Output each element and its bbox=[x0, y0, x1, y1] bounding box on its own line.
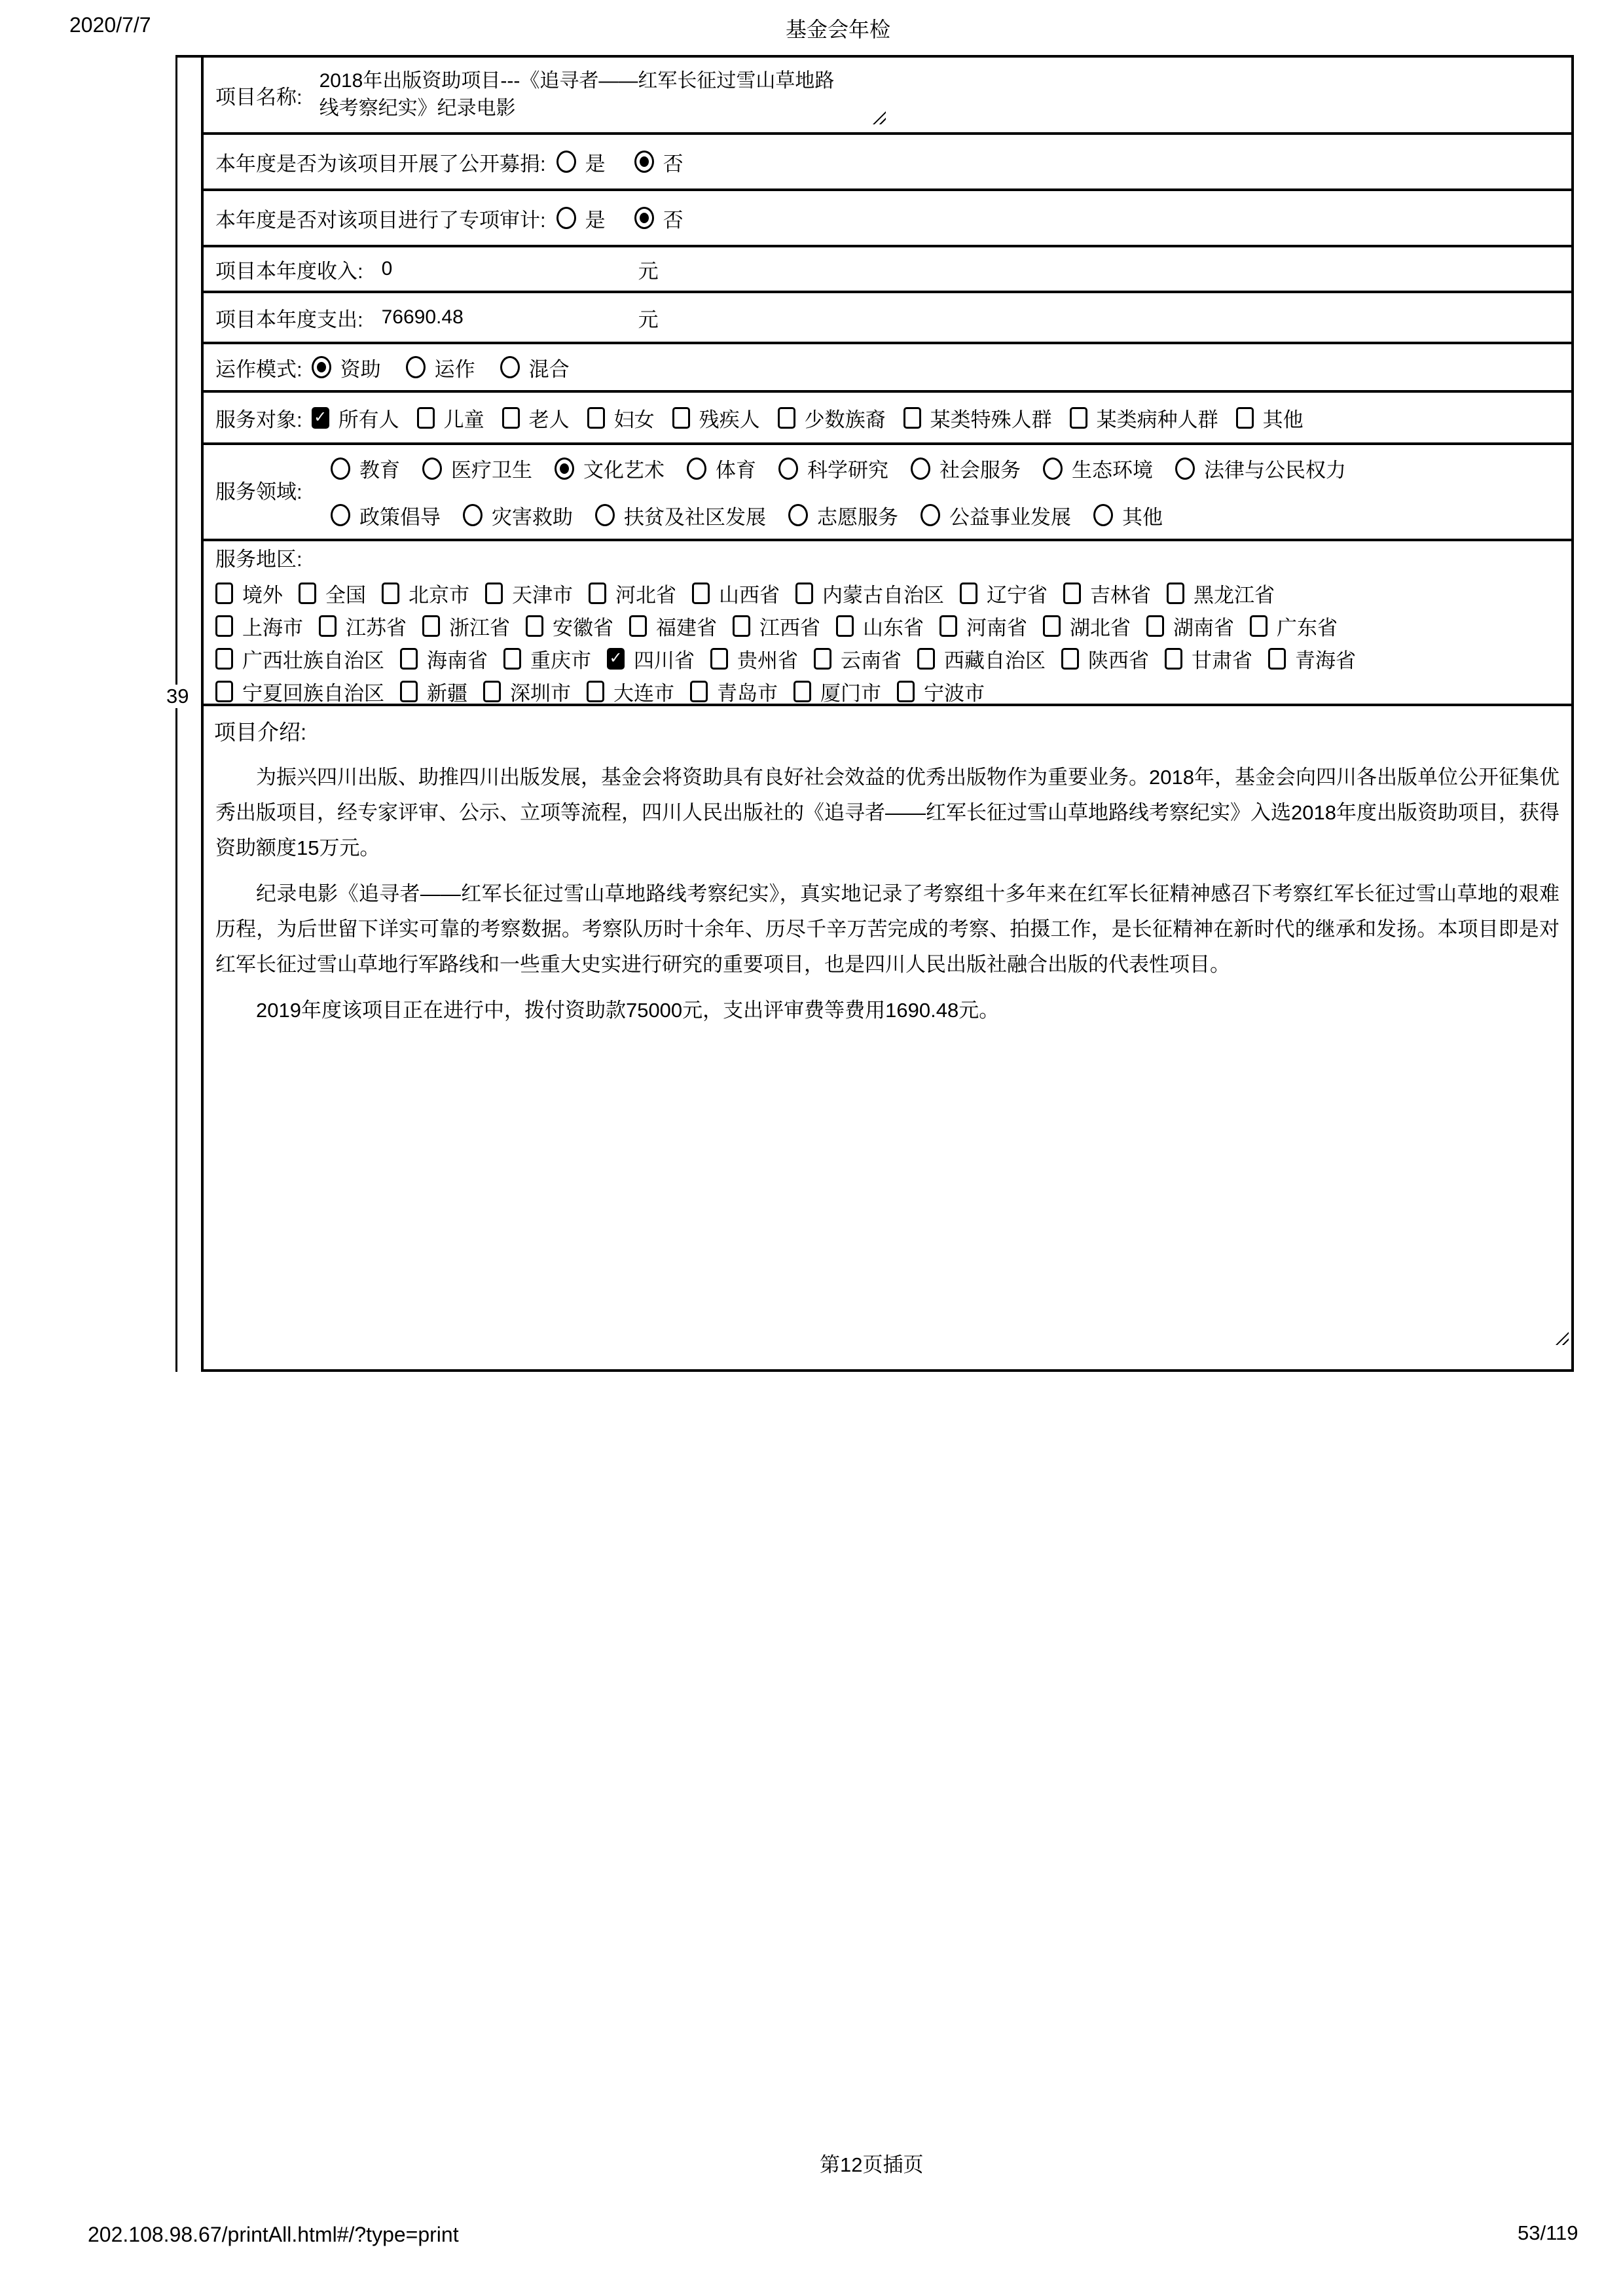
option-label: 山东省 bbox=[863, 616, 924, 639]
checkbox-option[interactable] bbox=[1043, 611, 1131, 641]
radio-option[interactable] bbox=[1093, 501, 1163, 530]
print-footer-page-number: 53/119 bbox=[1518, 2221, 1578, 2244]
checkbox-unchecked-icon[interactable] bbox=[1043, 615, 1061, 637]
option-label: 广东省 bbox=[1277, 616, 1338, 639]
radio-option[interactable] bbox=[1175, 454, 1346, 483]
radio-option[interactable] bbox=[463, 501, 573, 530]
radio-option[interactable] bbox=[556, 147, 606, 177]
option-label: 全国 bbox=[325, 583, 366, 607]
option-label: 辽宁省 bbox=[987, 583, 1048, 607]
checkbox-unchecked-icon[interactable] bbox=[939, 615, 957, 637]
special-audit-label: 本年度是否对该项目进行了专项审计: bbox=[215, 208, 546, 232]
checkbox-option[interactable] bbox=[960, 579, 1048, 608]
option-label: 福建省 bbox=[656, 616, 717, 639]
option-label: 四川省 bbox=[634, 649, 695, 672]
form-frame bbox=[175, 55, 1574, 1372]
option-label: 陕西省 bbox=[1088, 649, 1149, 672]
radio-unchecked-icon[interactable] bbox=[778, 457, 798, 480]
checkbox-option[interactable] bbox=[629, 611, 717, 641]
option-label: 公益事业发展 bbox=[949, 505, 1071, 529]
checkbox-option[interactable] bbox=[589, 579, 676, 608]
radio-option[interactable] bbox=[788, 501, 898, 530]
checkbox-unchecked-icon[interactable] bbox=[1070, 407, 1087, 429]
radio-option[interactable] bbox=[556, 204, 606, 233]
option-label: 江西省 bbox=[759, 616, 820, 639]
checkbox-option[interactable] bbox=[417, 403, 484, 433]
radio-checked-icon[interactable] bbox=[555, 457, 574, 480]
radio-unchecked-icon[interactable] bbox=[911, 457, 930, 480]
checkbox-option[interactable] bbox=[690, 677, 778, 706]
radio-option[interactable] bbox=[422, 454, 532, 483]
service-area-label: 服务地区: bbox=[215, 548, 302, 571]
checkbox-option[interactable] bbox=[793, 677, 881, 706]
checkbox-option[interactable] bbox=[814, 644, 902, 673]
textarea-resize-handle-icon[interactable] bbox=[1556, 1332, 1569, 1345]
service-target-checkbox-group bbox=[312, 403, 1304, 433]
option-label: 云南省 bbox=[841, 649, 902, 672]
option-label: 河南省 bbox=[966, 616, 1027, 639]
radio-option[interactable] bbox=[595, 501, 766, 530]
option-label: 是 bbox=[585, 152, 606, 175]
checkbox-unchecked-icon[interactable] bbox=[836, 615, 854, 637]
radio-unchecked-icon[interactable] bbox=[331, 504, 350, 526]
checkbox-option[interactable] bbox=[1268, 644, 1356, 673]
checkbox-unchecked-icon[interactable] bbox=[629, 615, 647, 637]
checkbox-unchecked-icon[interactable] bbox=[917, 648, 935, 670]
option-label: 政策倡导 bbox=[359, 505, 441, 529]
intro-paragraph: 纪录电影《追寻者——红军长征过雪山草地路线考察纪实》，真实地记录了考察组十多年来在红军长征精神感召下考察红军长征过雪山草地的艰难历程，为后世留下详实可靠的考察数据。考察队历时十余年、历尽千辛万苦完成的考察、拍摄工作，是长征精神在新时代的继承和发扬。本项目即是对红军长征过雪山草地行军路线和一些重大史实进行研究的重要项目，也是四川人民出版社融合出版的代表性项目。 bbox=[215, 882, 1559, 976]
annual-expense-input[interactable]: 76690.48 bbox=[381, 306, 464, 328]
row-special-audit bbox=[204, 191, 1571, 247]
service-field-line1 bbox=[331, 445, 1346, 492]
option-label: 黑龙江省 bbox=[1194, 583, 1275, 607]
checkbox-unchecked-icon[interactable] bbox=[692, 583, 710, 604]
checkbox-option[interactable] bbox=[733, 611, 820, 641]
checkbox-option[interactable] bbox=[587, 677, 674, 706]
checkbox-unchecked-icon[interactable] bbox=[587, 681, 604, 702]
checkbox-option[interactable] bbox=[692, 579, 780, 608]
row-annual-income bbox=[204, 247, 1571, 293]
checkbox-option[interactable] bbox=[400, 677, 467, 706]
checkbox-unchecked-icon[interactable] bbox=[1063, 583, 1081, 604]
checkbox-unchecked-icon[interactable] bbox=[526, 615, 543, 637]
option-label: 贵州省 bbox=[737, 649, 798, 672]
option-label: 某类病种人群 bbox=[1096, 408, 1218, 431]
checkbox-unchecked-icon[interactable] bbox=[483, 681, 501, 702]
option-label: 大连市 bbox=[613, 681, 674, 705]
row-operation-mode bbox=[204, 344, 1571, 393]
option-label: 新疆 bbox=[427, 681, 467, 705]
radio-option[interactable] bbox=[911, 454, 1021, 483]
radio-option[interactable] bbox=[634, 147, 684, 177]
option-label: 否 bbox=[663, 152, 684, 175]
checkbox-option[interactable] bbox=[1236, 403, 1304, 433]
row-service-area bbox=[204, 541, 1571, 706]
option-label: 残疾人 bbox=[699, 408, 760, 431]
checkbox-checked-icon[interactable]: ✓ bbox=[312, 407, 329, 429]
option-label: 科学研究 bbox=[807, 459, 888, 482]
option-label: 深圳市 bbox=[510, 681, 571, 705]
service-field-radio-group bbox=[331, 445, 1346, 539]
option-label: 青岛市 bbox=[717, 681, 778, 705]
checkbox-option[interactable] bbox=[897, 677, 985, 706]
option-label: 混合 bbox=[528, 357, 570, 381]
checkbox-option[interactable] bbox=[1146, 611, 1234, 641]
checkbox-option[interactable] bbox=[319, 611, 407, 641]
checkbox-unchecked-icon[interactable] bbox=[589, 583, 606, 604]
option-label: 运作 bbox=[434, 357, 475, 381]
radio-option[interactable] bbox=[555, 454, 665, 483]
checkbox-unchecked-icon[interactable] bbox=[1268, 648, 1286, 670]
checkbox-unchecked-icon[interactable] bbox=[897, 681, 915, 702]
project-name-label: 项目名称: bbox=[215, 85, 302, 109]
radio-unchecked-icon[interactable] bbox=[463, 504, 483, 526]
checkbox-unchecked-icon[interactable] bbox=[503, 648, 521, 670]
checkbox-option[interactable] bbox=[903, 403, 1052, 433]
print-header-title: 基金会年检 bbox=[786, 18, 891, 41]
radio-unchecked-icon[interactable] bbox=[595, 504, 615, 526]
checkbox-option[interactable] bbox=[422, 611, 510, 641]
annual-income-label: 项目本年度收入: bbox=[215, 259, 363, 283]
row-public-fundraising bbox=[204, 135, 1571, 191]
checkbox-option[interactable] bbox=[215, 579, 283, 608]
checkbox-unchecked-icon[interactable] bbox=[960, 583, 977, 604]
option-label: 志愿服务 bbox=[817, 505, 898, 529]
checkbox-option[interactable] bbox=[502, 403, 570, 433]
print-header-date: 2020/7/7 bbox=[69, 13, 151, 37]
project-name-textarea[interactable]: 2018年出版资助项目---《追寻者——红军长征过雪山草地路线考察纪实》纪录电影 bbox=[319, 70, 835, 119]
service-area-line2 bbox=[215, 609, 1559, 642]
option-label: 上海市 bbox=[242, 616, 303, 639]
checkbox-unchecked-icon[interactable] bbox=[690, 681, 708, 702]
option-label: 宁夏回族自治区 bbox=[242, 681, 384, 705]
checkbox-option[interactable] bbox=[1070, 403, 1218, 433]
checkbox-unchecked-icon[interactable] bbox=[485, 583, 503, 604]
radio-unchecked-icon[interactable] bbox=[556, 151, 576, 173]
radio-unchecked-icon[interactable] bbox=[500, 356, 520, 378]
radio-option[interactable] bbox=[312, 353, 381, 382]
radio-unchecked-icon[interactable] bbox=[921, 504, 940, 526]
option-label: 天津市 bbox=[512, 583, 573, 607]
intro-paragraph: 2019年度该项目正在进行中，拨付资助款75000元，支出评审费等费用1690.48元。 bbox=[256, 999, 1000, 1022]
option-label: 医疗卫生 bbox=[451, 459, 532, 482]
sheet-page-label: 第12页插页 bbox=[820, 2153, 924, 2176]
option-label: 西藏自治区 bbox=[944, 649, 1046, 672]
option-label: 其他 bbox=[1262, 408, 1304, 431]
checkbox-unchecked-icon[interactable] bbox=[1250, 615, 1267, 637]
checkbox-option[interactable] bbox=[1165, 644, 1252, 673]
service-field-label: 服务领域: bbox=[215, 480, 302, 503]
print-footer-url: 202.108.98.67/printAll.html#/?type=print bbox=[88, 2223, 459, 2246]
service-area-line3 bbox=[215, 642, 1559, 675]
checkbox-unchecked-icon[interactable] bbox=[793, 681, 811, 702]
checkbox-option[interactable] bbox=[382, 579, 469, 608]
option-label: 扶贫及社区发展 bbox=[624, 505, 766, 529]
option-label: 甘肃省 bbox=[1192, 649, 1252, 672]
checkbox-checked-icon[interactable]: ✓ bbox=[607, 648, 625, 670]
checkbox-option[interactable] bbox=[485, 579, 573, 608]
checkbox-unchecked-icon[interactable] bbox=[1146, 615, 1164, 637]
option-label: 老人 bbox=[528, 408, 570, 431]
radio-option[interactable] bbox=[1043, 454, 1153, 483]
option-label: 青海省 bbox=[1295, 649, 1356, 672]
checkbox-unchecked-icon[interactable] bbox=[417, 407, 435, 429]
option-label: 河北省 bbox=[615, 583, 676, 607]
option-label: 浙江省 bbox=[449, 616, 510, 639]
option-label: 法律与公民权力 bbox=[1204, 459, 1346, 482]
radio-unchecked-icon[interactable] bbox=[422, 457, 442, 480]
radio-option[interactable] bbox=[500, 353, 570, 382]
radio-option[interactable] bbox=[634, 204, 684, 233]
checkbox-unchecked-icon[interactable] bbox=[814, 648, 831, 670]
checkbox-option[interactable] bbox=[215, 644, 384, 673]
option-label: 宁波市 bbox=[924, 681, 985, 705]
checkbox-unchecked-icon[interactable] bbox=[502, 407, 520, 429]
radio-option[interactable] bbox=[778, 454, 888, 483]
checkbox-option[interactable] bbox=[526, 611, 613, 641]
radio-unchecked-icon[interactable] bbox=[1175, 457, 1195, 480]
annual-income-input[interactable]: 0 bbox=[381, 258, 393, 279]
option-label: 生态环境 bbox=[1072, 459, 1153, 482]
option-label: 吉林省 bbox=[1090, 583, 1151, 607]
checkbox-unchecked-icon[interactable] bbox=[710, 648, 728, 670]
public-fundraising-radio-group bbox=[556, 147, 684, 177]
radio-option[interactable] bbox=[687, 454, 756, 483]
option-label: 资助 bbox=[340, 357, 381, 381]
checkbox-option[interactable] bbox=[312, 403, 399, 433]
annual-income-unit: 元 bbox=[638, 259, 659, 283]
option-label: 湖北省 bbox=[1070, 616, 1131, 639]
checkbox-unchecked-icon[interactable] bbox=[672, 407, 690, 429]
margin-page-number: 39 bbox=[166, 685, 189, 708]
project-intro-label: 项目介绍: bbox=[214, 720, 307, 744]
option-label: 灾害救助 bbox=[492, 505, 573, 529]
option-label: 境外 bbox=[242, 583, 283, 607]
checkbox-option[interactable] bbox=[917, 644, 1046, 673]
option-label: 北京市 bbox=[409, 583, 469, 607]
checkbox-unchecked-icon[interactable] bbox=[400, 648, 418, 670]
checkbox-option[interactable] bbox=[710, 644, 798, 673]
radio-unchecked-icon[interactable] bbox=[406, 356, 426, 378]
checkbox-unchecked-icon[interactable] bbox=[319, 615, 337, 637]
option-label: 文化艺术 bbox=[583, 459, 665, 482]
checkbox-option[interactable] bbox=[1063, 579, 1151, 608]
checkbox-unchecked-icon[interactable] bbox=[215, 681, 233, 702]
checkbox-unchecked-icon[interactable] bbox=[733, 615, 750, 637]
radio-unchecked-icon[interactable] bbox=[788, 504, 808, 526]
radio-option[interactable] bbox=[331, 501, 441, 530]
option-label: 广西壮族自治区 bbox=[242, 649, 384, 672]
radio-option[interactable] bbox=[921, 501, 1071, 530]
checkbox-option[interactable] bbox=[215, 611, 303, 641]
option-label: 内蒙古自治区 bbox=[822, 583, 944, 607]
special-audit-radio-group bbox=[556, 204, 684, 233]
row-project-intro bbox=[204, 706, 1571, 1348]
radio-option[interactable] bbox=[406, 353, 475, 382]
operation-mode-label: 运作模式: bbox=[215, 357, 302, 381]
operation-mode-radio-group bbox=[312, 353, 570, 382]
radio-unchecked-icon[interactable] bbox=[556, 207, 576, 229]
radio-checked-icon[interactable] bbox=[312, 356, 331, 378]
row-annual-expense bbox=[204, 293, 1571, 344]
checkbox-option[interactable] bbox=[483, 677, 571, 706]
checkbox-option[interactable] bbox=[607, 644, 695, 673]
option-label: 妇女 bbox=[613, 408, 655, 431]
checkbox-option[interactable] bbox=[795, 579, 944, 608]
project-form-table bbox=[201, 58, 1574, 1372]
checkbox-option[interactable] bbox=[1167, 579, 1275, 608]
option-label: 海南省 bbox=[427, 649, 488, 672]
service-area-line4 bbox=[215, 675, 1559, 708]
option-label: 社会服务 bbox=[939, 459, 1021, 482]
option-label: 某类特殊人群 bbox=[930, 408, 1052, 431]
option-label: 其他 bbox=[1122, 505, 1163, 529]
checkbox-unchecked-icon[interactable] bbox=[1167, 583, 1184, 604]
radio-unchecked-icon[interactable] bbox=[1043, 457, 1063, 480]
radio-checked-icon[interactable] bbox=[634, 151, 654, 173]
checkbox-unchecked-icon[interactable] bbox=[215, 583, 233, 604]
option-label: 教育 bbox=[359, 459, 400, 482]
radio-unchecked-icon[interactable] bbox=[1093, 504, 1113, 526]
checkbox-unchecked-icon[interactable] bbox=[1236, 407, 1254, 429]
option-label: 儿童 bbox=[443, 408, 484, 431]
option-label: 重庆市 bbox=[530, 649, 591, 672]
checkbox-unchecked-icon[interactable] bbox=[299, 583, 316, 604]
option-label: 安徽省 bbox=[553, 616, 613, 639]
checkbox-option[interactable] bbox=[778, 403, 886, 433]
checkbox-option[interactable] bbox=[400, 644, 488, 673]
row-service-field bbox=[204, 445, 1571, 541]
intro-paragraph: 为振兴四川出版、助推四川出版发展，基金会将资助具有良好社会效益的优秀出版物作为重要业务。2018年，基金会向四川各出版单位公开征集优秀出版项目，经专家评审、公示、立项等流程，四川人民出版社的《追寻者——红军长征过雪山草地路线考察纪实》入选2018年度出版资助项目，获得资助额度15万元。 bbox=[215, 766, 1559, 859]
checkbox-unchecked-icon[interactable] bbox=[382, 583, 399, 604]
option-label: 所有人 bbox=[338, 408, 399, 431]
checkbox-unchecked-icon[interactable] bbox=[587, 407, 605, 429]
checkbox-unchecked-icon[interactable] bbox=[1061, 648, 1079, 670]
option-label: 山西省 bbox=[719, 583, 780, 607]
checkbox-unchecked-icon[interactable] bbox=[215, 615, 233, 637]
option-label: 是 bbox=[585, 208, 606, 232]
radio-option[interactable] bbox=[331, 454, 400, 483]
checkbox-option[interactable] bbox=[1061, 644, 1149, 673]
checkbox-option[interactable] bbox=[672, 403, 760, 433]
service-area-line1 bbox=[215, 577, 1559, 609]
checkbox-unchecked-icon[interactable] bbox=[903, 407, 921, 429]
checkbox-unchecked-icon[interactable] bbox=[215, 648, 233, 670]
option-label: 厦门市 bbox=[820, 681, 881, 705]
checkbox-unchecked-icon[interactable] bbox=[795, 583, 813, 604]
checkbox-option[interactable] bbox=[503, 644, 591, 673]
service-field-line2 bbox=[331, 492, 1346, 539]
annual-expense-label: 项目本年度支出: bbox=[215, 308, 363, 331]
service-target-label: 服务对象: bbox=[215, 408, 302, 431]
checkbox-option[interactable] bbox=[939, 611, 1027, 641]
row-project-name bbox=[204, 58, 1571, 135]
radio-unchecked-icon[interactable] bbox=[331, 457, 350, 480]
checkbox-unchecked-icon[interactable] bbox=[400, 681, 418, 702]
textarea-resize-handle-icon[interactable] bbox=[873, 111, 886, 124]
checkbox-unchecked-icon[interactable] bbox=[1165, 648, 1182, 670]
option-label: 湖南省 bbox=[1173, 616, 1234, 639]
checkbox-option[interactable] bbox=[1250, 611, 1338, 641]
radio-unchecked-icon[interactable] bbox=[687, 457, 706, 480]
option-label: 少数族裔 bbox=[804, 408, 886, 431]
checkbox-unchecked-icon[interactable] bbox=[422, 615, 440, 637]
checkbox-option[interactable] bbox=[299, 579, 366, 608]
checkbox-option[interactable] bbox=[836, 611, 924, 641]
option-label: 体育 bbox=[716, 459, 756, 482]
radio-checked-icon[interactable] bbox=[634, 207, 654, 229]
option-label: 否 bbox=[663, 208, 684, 232]
option-label: 江苏省 bbox=[346, 616, 407, 639]
row-service-target bbox=[204, 393, 1571, 445]
project-intro-textarea[interactable] bbox=[214, 760, 1561, 1028]
annual-expense-unit: 元 bbox=[638, 308, 659, 331]
public-fundraising-label: 本年度是否为该项目开展了公开募捐: bbox=[215, 152, 546, 175]
checkbox-option[interactable] bbox=[215, 677, 384, 706]
checkbox-unchecked-icon[interactable] bbox=[778, 407, 795, 429]
checkbox-option[interactable] bbox=[587, 403, 655, 433]
